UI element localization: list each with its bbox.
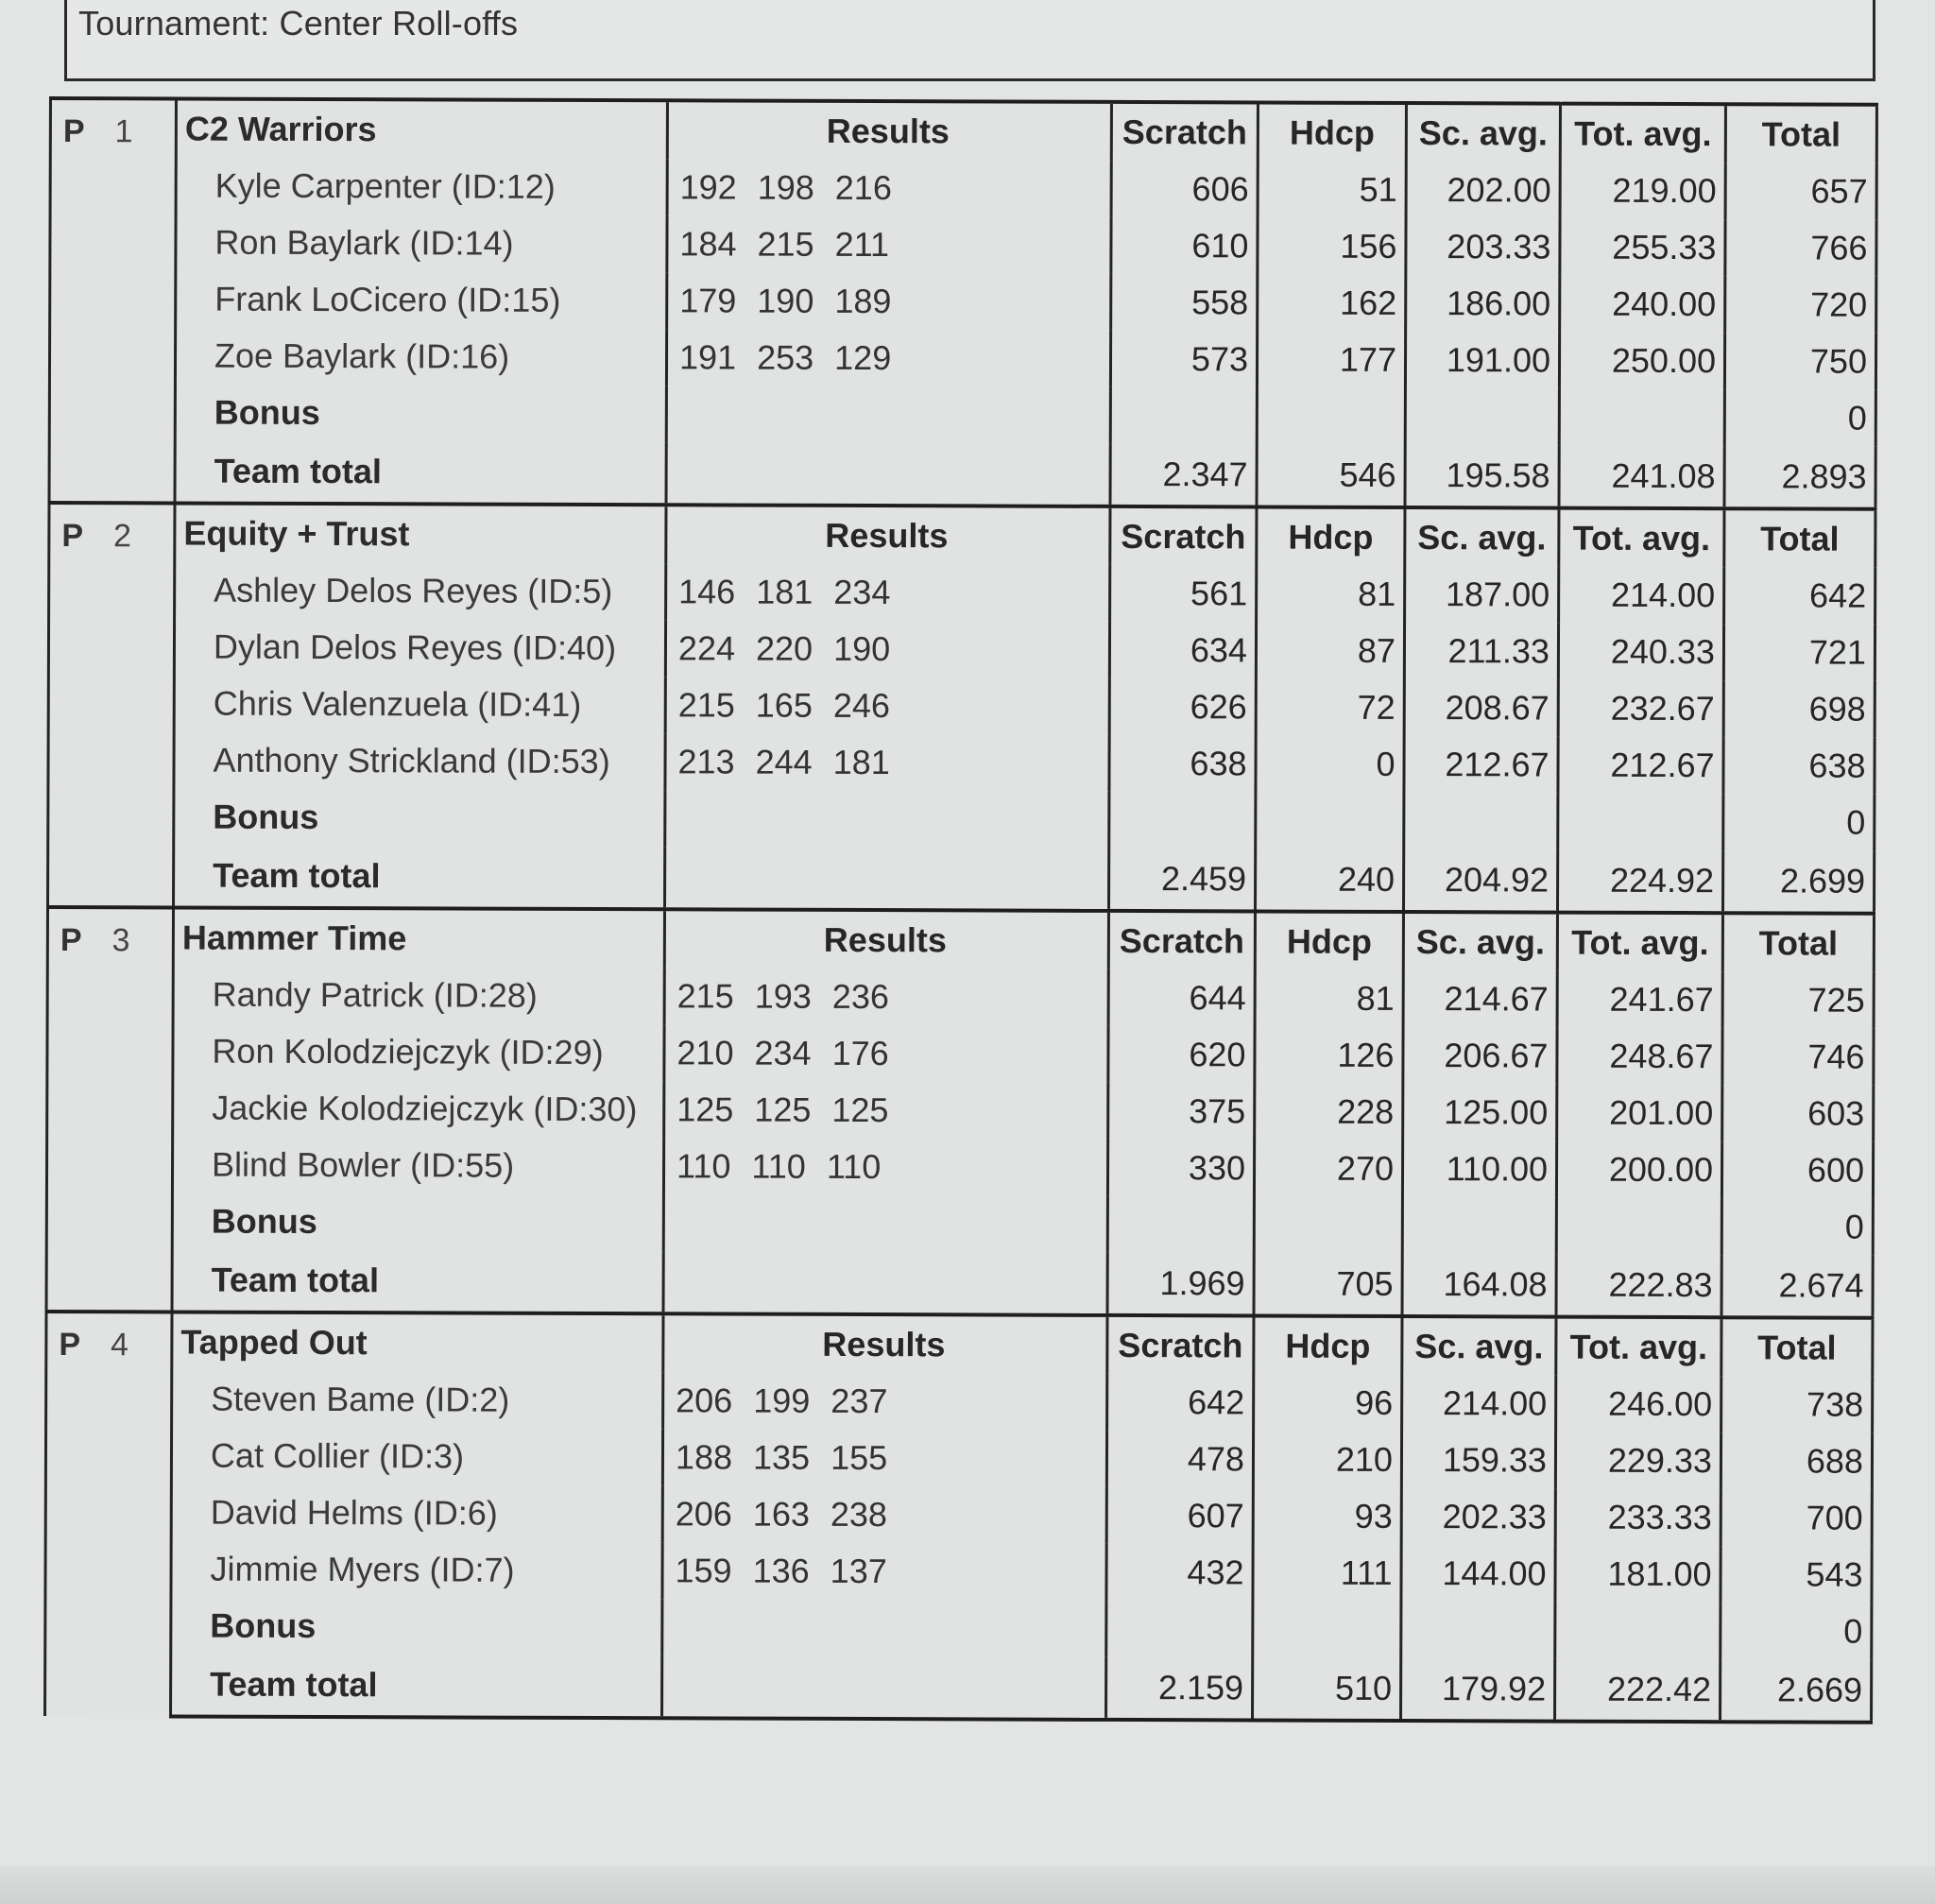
- game-score: 159: [675, 1551, 732, 1590]
- player-hdcp: 81: [1257, 565, 1405, 623]
- player-total: 766: [1725, 219, 1876, 277]
- player-total: 738: [1721, 1376, 1873, 1433]
- player-tot-avg: 214.00: [1559, 567, 1724, 625]
- game-score: 176: [831, 1033, 889, 1073]
- bonus-row: [45, 1597, 1872, 1660]
- player-scratch: 610: [1111, 217, 1258, 275]
- game-score: 199: [753, 1381, 811, 1420]
- game-score: 210: [676, 1033, 734, 1072]
- team-total-tot-avg: 241.08: [1559, 446, 1724, 509]
- player-tot-avg: 246.00: [1556, 1376, 1721, 1433]
- player-total: 746: [1722, 1028, 1874, 1086]
- player-row: [50, 157, 1876, 220]
- player-hdcp: 111: [1253, 1544, 1401, 1602]
- team-total-label: Team total: [175, 440, 666, 505]
- team-total-total: 2.893: [1724, 446, 1875, 509]
- team-total-hdcp: 546: [1257, 444, 1405, 507]
- player-total: 750: [1724, 333, 1875, 390]
- player-hdcp: 87: [1256, 622, 1404, 679]
- player-tot-avg: 241.67: [1557, 971, 1722, 1029]
- player-sc-avg: 159.33: [1401, 1432, 1555, 1489]
- player-sc-avg: 202.00: [1406, 162, 1560, 219]
- player-sc-avg: 203.33: [1406, 218, 1560, 276]
- team-total-label: Team total: [172, 1249, 663, 1313]
- team-header-row: [50, 98, 1876, 163]
- player-scratch: 638: [1109, 735, 1256, 793]
- results-header: Results: [664, 909, 1108, 969]
- player-results: [662, 1542, 1106, 1601]
- player-tot-avg: 229.33: [1555, 1432, 1721, 1490]
- team-header-row: [47, 907, 1874, 972]
- total-header: Total: [1725, 104, 1876, 163]
- game-score: 137: [830, 1551, 887, 1591]
- team-header-row: [49, 503, 1875, 568]
- player-name: Cat Collier (ID:3): [171, 1427, 662, 1485]
- player-results: [666, 563, 1110, 622]
- player-row: [45, 1484, 1872, 1547]
- player-row: [47, 1022, 1874, 1086]
- game-score: 206: [675, 1494, 732, 1534]
- game-score: 193: [754, 976, 812, 1016]
- player-total: 600: [1721, 1141, 1873, 1199]
- player-tot-avg: 240.00: [1560, 276, 1725, 334]
- tournament-header: [64, 0, 1875, 81]
- tournament-title: Tournament: Center Roll-offs: [78, 4, 519, 43]
- player-row: [49, 561, 1875, 625]
- game-score: 181: [756, 572, 813, 611]
- player-results: [666, 329, 1110, 387]
- player-name: Blind Bowler (ID:55): [172, 1136, 663, 1194]
- empty-cell: [1257, 387, 1405, 445]
- game-score: 135: [752, 1437, 811, 1477]
- game-score: 189: [834, 281, 892, 321]
- player-name: David Helms (ID:6): [171, 1484, 662, 1542]
- player-name: Ron Baylark (ID:14): [176, 214, 667, 272]
- player-results: [667, 215, 1111, 274]
- player-hdcp: 177: [1257, 331, 1405, 388]
- game-score: 125: [831, 1089, 889, 1130]
- empty-cell: [666, 442, 1110, 506]
- player-total: 725: [1722, 971, 1874, 1029]
- player-row: [50, 270, 1876, 334]
- empty-cell: [665, 847, 1109, 911]
- player-tot-avg: 255.33: [1560, 219, 1725, 277]
- player-results: [664, 1081, 1108, 1140]
- player-results: [664, 968, 1108, 1026]
- place-number: 2: [112, 518, 132, 555]
- game-score: 110: [826, 1146, 882, 1187]
- game-score: 215: [676, 976, 734, 1016]
- player-name: Jackie Kolodziejczyk (ID:30): [173, 1079, 664, 1138]
- player-results: [665, 733, 1109, 792]
- game-score: 220: [755, 628, 813, 668]
- team-total-row: [48, 845, 1875, 914]
- player-hdcp: 270: [1254, 1140, 1402, 1197]
- player-tot-avg: 200.00: [1556, 1141, 1721, 1199]
- results-header: Results: [666, 505, 1110, 565]
- player-tot-avg: 219.00: [1560, 163, 1725, 220]
- player-hdcp: 156: [1258, 217, 1406, 275]
- team-total-total: 2.669: [1721, 1659, 1872, 1723]
- game-score: 136: [752, 1551, 810, 1590]
- player-name: Chris Valenzuela (ID:41): [174, 675, 665, 733]
- player-row: [46, 1370, 1873, 1433]
- total-header: Total: [1721, 1317, 1873, 1377]
- hdcp-header: Hdcp: [1258, 102, 1406, 162]
- game-score: 191: [678, 337, 737, 377]
- team-total-tot-avg: 224.92: [1557, 850, 1722, 914]
- sc-avg-header: Sc. avg.: [1405, 507, 1559, 567]
- player-hdcp: 162: [1258, 274, 1406, 332]
- team-header-row: [46, 1312, 1873, 1377]
- game-score: 190: [833, 628, 891, 669]
- game-score: 211: [834, 224, 890, 265]
- player-tot-avg: 233.33: [1555, 1489, 1721, 1547]
- player-sc-avg: 208.67: [1404, 679, 1558, 737]
- team-total-scratch: 2.159: [1106, 1657, 1253, 1721]
- player-row: [50, 214, 1876, 277]
- player-total: 638: [1723, 737, 1875, 795]
- player-scratch: 607: [1106, 1487, 1253, 1545]
- player-results: [665, 620, 1109, 678]
- hdcp-header: Hdcp: [1254, 1315, 1402, 1375]
- player-total: 657: [1725, 163, 1876, 220]
- player-results: [667, 272, 1111, 331]
- game-score: 192: [679, 167, 737, 207]
- player-scratch: 644: [1108, 969, 1255, 1027]
- empty-cell: [663, 1251, 1107, 1315]
- game-score: 110: [751, 1146, 806, 1186]
- player-sc-avg: 214.00: [1402, 1375, 1556, 1432]
- standings-table: [43, 96, 1878, 1724]
- player-row: [49, 327, 1875, 390]
- player-results: [663, 1372, 1107, 1431]
- bonus-total: 0: [1721, 1198, 1873, 1256]
- team-total-sc-avg: 179.92: [1401, 1658, 1555, 1722]
- empty-cell: [1402, 1197, 1556, 1255]
- player-name: Steven Bame (ID:2): [172, 1370, 663, 1429]
- game-score: 125: [676, 1089, 734, 1129]
- team-total-scratch: 1.969: [1107, 1253, 1254, 1316]
- game-score: 253: [757, 337, 814, 377]
- player-sc-avg: 212.67: [1404, 736, 1558, 794]
- player-total: 698: [1723, 680, 1875, 738]
- game-score: 216: [834, 167, 892, 208]
- player-row: [46, 1136, 1873, 1199]
- player-name: Zoe Baylark (ID:16): [175, 327, 666, 386]
- player-hdcp: 0: [1256, 735, 1404, 793]
- player-scratch: 558: [1111, 274, 1258, 332]
- empty-cell: [1110, 387, 1257, 445]
- player-hdcp: 96: [1254, 1374, 1402, 1432]
- empty-cell: [662, 1599, 1106, 1657]
- game-score: 181: [832, 742, 890, 782]
- empty-cell: [1401, 1602, 1555, 1659]
- player-name: Anthony Strickland (ID:53): [174, 731, 665, 790]
- player-name: Jimmie Myers (ID:7): [171, 1540, 662, 1599]
- game-score: 234: [833, 572, 891, 612]
- team-total-total: 2.674: [1721, 1255, 1873, 1318]
- player-total: 642: [1724, 567, 1875, 625]
- player-total: 700: [1721, 1489, 1872, 1547]
- player-row: [48, 675, 1875, 738]
- sc-avg-header: Sc. avg.: [1402, 1316, 1556, 1376]
- player-name: Dylan Delos Reyes (ID:40): [174, 618, 665, 677]
- game-score: 213: [677, 742, 735, 781]
- empty-cell: [1254, 1196, 1402, 1254]
- game-score: 238: [830, 1494, 888, 1535]
- player-sc-avg: 110.00: [1402, 1141, 1556, 1198]
- bonus-label: Bonus: [174, 788, 665, 847]
- player-results: [662, 1485, 1106, 1544]
- player-tot-avg: 181.00: [1555, 1546, 1721, 1604]
- player-total: 603: [1722, 1085, 1874, 1142]
- game-score: 190: [757, 281, 814, 320]
- sc-avg-header: Sc. avg.: [1403, 912, 1557, 971]
- place-number: 3: [111, 922, 130, 959]
- game-score: 110: [676, 1146, 731, 1186]
- empty-cell: [1107, 1196, 1254, 1254]
- place-prefix: P: [61, 518, 84, 555]
- game-score: 236: [831, 976, 889, 1017]
- team-total-hdcp: 510: [1253, 1657, 1401, 1721]
- player-total: 720: [1725, 276, 1876, 334]
- player-row: [45, 1427, 1872, 1490]
- player-scratch: 432: [1106, 1544, 1253, 1602]
- game-score: 244: [755, 742, 813, 781]
- player-row: [48, 618, 1875, 681]
- results-header: Results: [663, 1313, 1107, 1374]
- team-total-tot-avg: 222.83: [1556, 1255, 1721, 1318]
- place-prefix: P: [59, 1327, 81, 1364]
- game-score: 155: [831, 1437, 888, 1478]
- player-hdcp: 210: [1253, 1431, 1401, 1488]
- bonus-row: [46, 1192, 1873, 1256]
- player-results: [662, 1429, 1106, 1487]
- player-total: 688: [1721, 1432, 1872, 1490]
- player-sc-avg: 211.33: [1404, 623, 1558, 680]
- player-scratch: 626: [1109, 678, 1256, 736]
- game-score: 198: [757, 167, 814, 207]
- player-tot-avg: 250.00: [1559, 333, 1724, 390]
- team-total-hdcp: 240: [1255, 849, 1403, 912]
- team-total-total: 2.699: [1722, 850, 1874, 914]
- game-score: 184: [679, 224, 737, 264]
- player-scratch: 606: [1111, 161, 1258, 218]
- game-score: 179: [679, 281, 737, 320]
- player-row: [48, 731, 1875, 795]
- player-tot-avg: 212.67: [1558, 737, 1723, 795]
- player-name: Kyle Carpenter (ID:12): [176, 157, 667, 215]
- scratch-header: Scratch: [1108, 911, 1255, 970]
- player-scratch: 561: [1110, 565, 1257, 623]
- player-hdcp: 228: [1255, 1083, 1403, 1141]
- place-number: 1: [114, 113, 133, 150]
- player-sc-avg: 125.00: [1403, 1084, 1557, 1141]
- game-score: 215: [757, 224, 814, 264]
- player-hdcp: 51: [1258, 161, 1406, 218]
- team-total-row: [46, 1249, 1873, 1318]
- team-total-sc-avg: 195.58: [1405, 445, 1559, 508]
- empty-cell: [663, 1194, 1107, 1253]
- game-score: 129: [834, 337, 892, 378]
- empty-cell: [1558, 794, 1723, 851]
- team-total-row: [49, 440, 1875, 509]
- player-row: [47, 1079, 1874, 1142]
- player-scratch: 642: [1107, 1374, 1254, 1432]
- player-sc-avg: 191.00: [1405, 332, 1559, 389]
- player-scratch: 330: [1107, 1140, 1254, 1197]
- player-tot-avg: 240.33: [1558, 624, 1723, 681]
- scratch-header: Scratch: [1111, 102, 1258, 162]
- empty-cell: [1109, 792, 1256, 849]
- tot-avg-header: Tot. avg.: [1556, 1317, 1721, 1377]
- player-sc-avg: 186.00: [1406, 275, 1560, 333]
- empty-cell: [1556, 1198, 1721, 1256]
- place-number: 4: [111, 1327, 129, 1364]
- player-row: [47, 966, 1874, 1029]
- player-scratch: 620: [1108, 1026, 1255, 1084]
- total-header: Total: [1724, 508, 1875, 568]
- team-total-sc-avg: 204.92: [1403, 849, 1557, 913]
- bonus-label: Bonus: [171, 1597, 662, 1655]
- tot-avg-header: Tot. avg.: [1559, 508, 1724, 568]
- empty-cell: [1106, 1601, 1253, 1658]
- game-score: 188: [675, 1437, 733, 1477]
- hdcp-header: Hdcp: [1255, 911, 1403, 970]
- player-total: 721: [1723, 624, 1875, 681]
- empty-cell: [666, 386, 1110, 444]
- player-scratch: 375: [1108, 1083, 1255, 1141]
- empty-cell: [1559, 389, 1724, 447]
- game-score: 224: [677, 628, 736, 668]
- team-total-label: Team total: [174, 845, 665, 909]
- player-name: Ron Kolodziejczyk (ID:29): [173, 1022, 664, 1081]
- team-name: Tapped Out: [172, 1312, 663, 1372]
- empty-cell: [1256, 792, 1404, 849]
- empty-cell: [662, 1655, 1106, 1720]
- player-name: Ashley Delos Reyes (ID:5): [175, 561, 666, 620]
- bonus-row: [49, 384, 1875, 447]
- game-score: 246: [832, 685, 891, 726]
- player-name: Randy Patrick (ID:28): [173, 966, 664, 1024]
- results-header: Results: [667, 100, 1111, 161]
- sc-avg-header: Sc. avg.: [1406, 103, 1560, 163]
- player-scratch: 478: [1106, 1431, 1253, 1488]
- team-total-tot-avg: 222.42: [1555, 1659, 1721, 1723]
- team-total-row: [45, 1654, 1872, 1723]
- player-tot-avg: 248.67: [1557, 1028, 1722, 1086]
- empty-cell: [1253, 1601, 1401, 1658]
- player-sc-avg: 214.67: [1403, 970, 1557, 1028]
- place-cell: [45, 1312, 172, 1716]
- empty-cell: [1404, 793, 1558, 850]
- total-header: Total: [1722, 913, 1874, 972]
- player-sc-avg: 187.00: [1405, 566, 1559, 624]
- team-name: C2 Warriors: [176, 98, 667, 159]
- game-score: 125: [754, 1089, 812, 1129]
- bonus-row: [48, 788, 1875, 851]
- game-score: 237: [831, 1381, 888, 1421]
- team-name: Hammer Time: [173, 907, 664, 968]
- team-name: Equity + Trust: [175, 503, 666, 563]
- scratch-header: Scratch: [1107, 1315, 1254, 1375]
- game-score: 215: [677, 685, 735, 725]
- player-sc-avg: 206.67: [1403, 1027, 1557, 1085]
- player-row: [45, 1540, 1872, 1604]
- scratch-header: Scratch: [1110, 506, 1257, 566]
- place-prefix: P: [62, 113, 85, 150]
- player-scratch: 634: [1109, 622, 1256, 679]
- game-score: 165: [755, 685, 813, 725]
- player-total: 543: [1721, 1546, 1872, 1604]
- team-total-scratch: 2.459: [1108, 849, 1255, 912]
- place-cell: [46, 907, 173, 1312]
- player-hdcp: 81: [1255, 969, 1403, 1027]
- empty-cell: [665, 790, 1109, 849]
- tot-avg-header: Tot. avg.: [1557, 913, 1722, 972]
- player-results: [664, 1024, 1108, 1083]
- team-total-scratch: 2.347: [1110, 444, 1257, 507]
- bonus-total: 0: [1723, 794, 1875, 851]
- game-score: 234: [754, 1033, 812, 1072]
- player-name: Frank LoCicero (ID:15): [176, 270, 667, 329]
- place-prefix: P: [60, 922, 82, 959]
- tot-avg-header: Tot. avg.: [1560, 104, 1725, 163]
- page-bottom-edge: [0, 1866, 1935, 1904]
- bonus-label: Bonus: [172, 1192, 663, 1251]
- hdcp-header: Hdcp: [1257, 506, 1405, 566]
- standings-body: [45, 98, 1877, 1723]
- player-hdcp: 93: [1253, 1487, 1401, 1545]
- player-sc-avg: 202.33: [1401, 1488, 1555, 1546]
- player-sc-avg: 144.00: [1401, 1545, 1555, 1603]
- team-total-sc-avg: 164.08: [1402, 1254, 1556, 1317]
- game-score: 146: [678, 572, 736, 611]
- player-tot-avg: 201.00: [1557, 1085, 1722, 1142]
- bonus-label: Bonus: [175, 384, 666, 442]
- place-cell: [48, 503, 175, 907]
- player-hdcp: 126: [1255, 1026, 1403, 1084]
- bonus-total: 0: [1724, 389, 1875, 447]
- player-results: [665, 677, 1109, 735]
- player-results: [667, 159, 1111, 217]
- empty-cell: [1405, 388, 1559, 446]
- team-total-hdcp: 705: [1254, 1253, 1402, 1316]
- player-hdcp: 72: [1256, 678, 1404, 736]
- bonus-total: 0: [1721, 1603, 1872, 1660]
- player-results: [663, 1138, 1107, 1196]
- empty-cell: [1555, 1603, 1721, 1660]
- team-total-label: Team total: [171, 1654, 662, 1718]
- game-score: 206: [676, 1381, 733, 1420]
- player-scratch: 573: [1110, 331, 1257, 388]
- player-tot-avg: 232.67: [1558, 680, 1723, 738]
- game-score: 163: [752, 1494, 810, 1534]
- place-cell: [49, 98, 176, 503]
